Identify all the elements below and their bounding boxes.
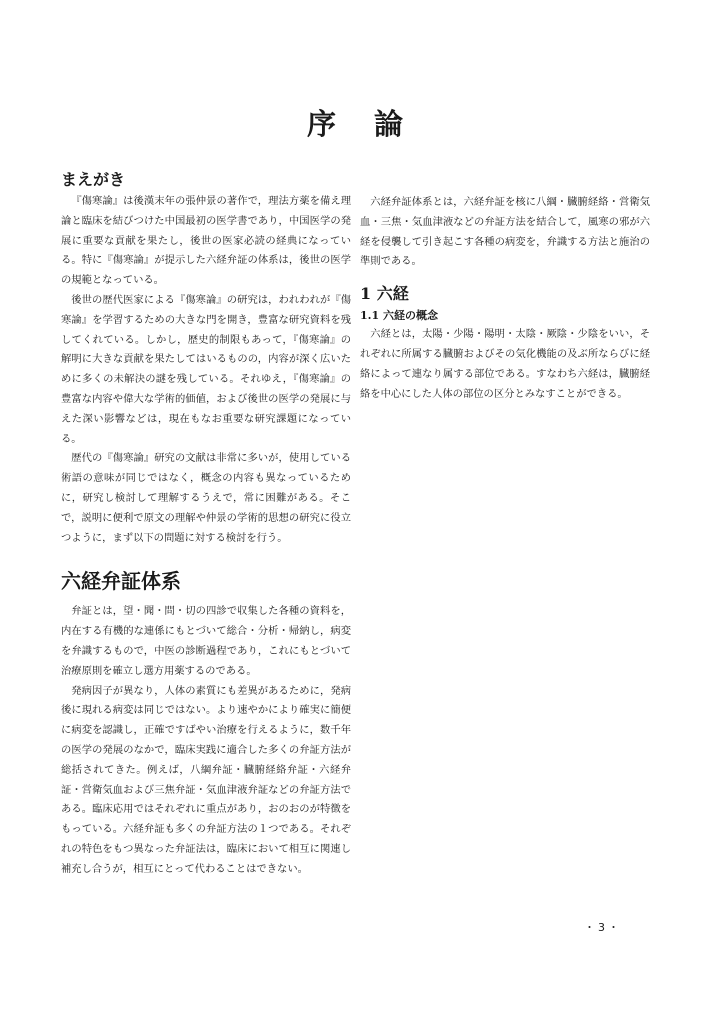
- left-column: [61, 168, 351, 880]
- right-column: [360, 193, 650, 404]
- paragraph: 後世の歴代医家による『傷寒論』の研究は，われわれが『傷寒論』を学習するための大きな門を開き，豊富な研究資料を残してくれている。しかし，歴史的制限もあって，『傷寒論』の解明に大きな貢献を果たしてはいるものの，内容が深く広いために多くの未解決の謎を残している。それゆえ，『傷寒論』の豊富な内容や偉大な学術的価値，および後世の医学の発展に与えた深い影響などは，現在もなお重要な研究課題になっている。: [61, 293, 351, 445]
- section-heading-maegaki: まえがき: [61, 170, 126, 189]
- section-heading-rokkei-bensho: 六経弁証体系: [61, 569, 181, 594]
- page-title: 序 論: [306, 107, 418, 141]
- paragraph: 弁証とは，望・聞・問・切の四診で収集した各種の資料を，内在する有機的な連係にもとづいて総合・分析・帰納し，病変を弁識するもので，中医の診断過程であり，これにもとづいて治療原則を確立し選方用薬するのである。: [61, 605, 351, 677]
- page-number: ・3・: [584, 921, 622, 934]
- paragraph: 六経とは，太陽・少陽・陽明・太陰・厥陰・少陰をいい，それぞれに所属する臓腑およびその気化機能の及ぶ所ならびに経絡によって連なり属する部位である。すなわち六経は，臓腑経絡を中心にした人体の部位の区分とみなすことができる。: [360, 328, 650, 400]
- paragraph: 六経弁証体系とは，六経弁証を核に八綱・臓腑経絡・営衛気血・三焦・気血津液などの弁証方法を結合して，風寒の邪が六経を侵襲して引き起こす各種の病変を，弁識する方法と施治の準則である。: [360, 196, 650, 268]
- paragraph: 歴代の『傷寒論』研究の文献は非常に多いが，使用している術語の意味が同じではなく，概念の内容も異なっているために，研究し検討して理解するうえで，常に困難がある。そこで，説明に便利で原文の理解や仲景の学術的思想の研究に役立つように，まず以下の問題に対する検討を行う。: [61, 452, 351, 544]
- paragraph: 『傷寒論』は後漢末年の張仲景の著作で，理法方薬を備え理論と臨床を結びつけた中国最初の医学書であり，中国医学の発展に重要な貢献を果たし，後世の医家必読の経典になっている。特に『傷寒論』が提示した六経弁証の体系は，後世の医学の規範となっている。: [61, 195, 351, 287]
- section-heading-rokkei: 1 六経: [360, 284, 409, 304]
- paragraph: 発病因子が異なり，人体の素質にも差異があるために，発病後に現れる病変は同じではない。より速やかにより確実に簡便に病変を認識し，正確ですばやい治療を行えるように，数千年の医学の発展のなかで，臨床実践に適合した多くの弁証方法が総括されてきた。例えば，八綱弁証・臓腑経絡弁証・六経弁証・営衛気血および三焦弁証・気血津液弁証などの弁証方法である。臨床応用ではそれぞれに重点があり，おのおのが特徴をもっている。六経弁証も多くの弁証方法の１つである。それぞれの特色をもつ異なった弁証法は，臨床において相互に関連し補充し合うが，相互にとって代わることはできない。: [61, 684, 351, 875]
- subsection-heading-concept: 1.1 六経の概念: [360, 309, 438, 323]
